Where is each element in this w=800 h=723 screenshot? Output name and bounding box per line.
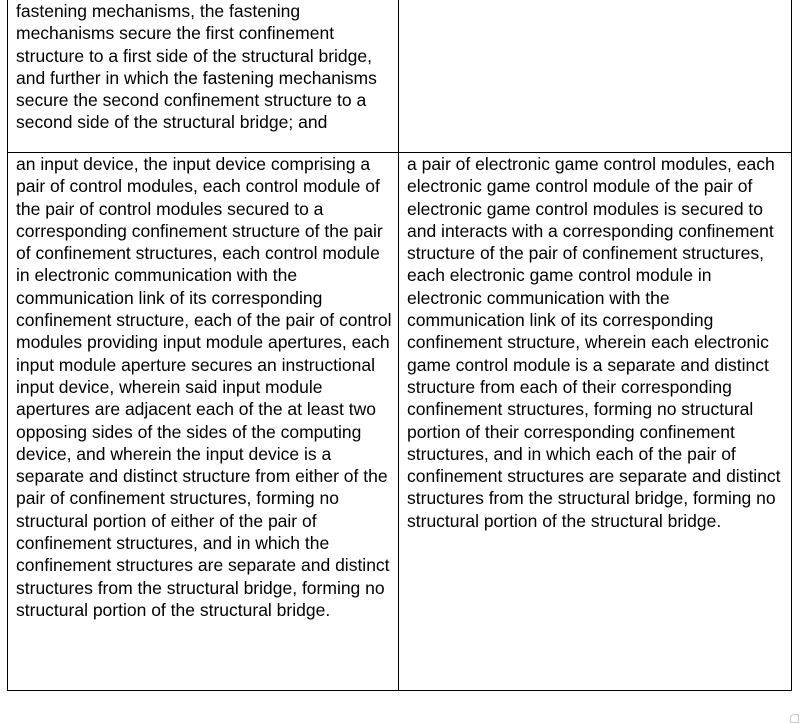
table-row <box>8 153 792 691</box>
claim-cell-right <box>399 0 792 153</box>
claim-cell-left: fastening mechanisms, the fastening mechanisms secure the first confinement structure to a first side of the structural bridge, and further in which the fastening mechanisms secure the second confinement structure to a second side of the structural bridge; and <box>8 0 399 153</box>
claim-comparison-table <box>7 0 792 691</box>
claim-cell-right: a pair of electronic game control modules, each electronic game control module of the pair of electronic game control modules is secured to and interacts with a corresponding confinement structure of the pair of confinement structures, each electronic game control module in electronic communication with the communication link of its corresponding confinement structure, wherein each electronic game control module is a separate and distinct structure from each of their corresponding confinement structures, forming no structural portion of their corresponding confinement structures, and in which each of the pair of confinement structures are separate and distinct structures from the structural bridge, forming no structural portion of the structural bridge. <box>399 153 792 691</box>
claim-cell-left: an input device, the input device comprising a pair of control modules, each control module of the pair of control modules secured to a corresponding confinement structure of the pair of confinement structures, each control module in electronic communication with the communication link of its corresponding confinement structure, each of the pair of control modules providing input module apertures, each input module aperture secures an instructional input device, wherein said input module apertures are adjacent each of the at least two opposing sides of the sides of the computing device, and wherein the input device is a separate and distinct structure from either of the pair of confinement structures, forming no structural portion of either of the pair of confinement structures, and in which the confinement structures are separate and distinct structures from the structural bridge, forming no structural portion of the structural bridge. <box>8 153 399 691</box>
table-row <box>8 0 792 153</box>
resize-corner-icon <box>790 714 799 723</box>
